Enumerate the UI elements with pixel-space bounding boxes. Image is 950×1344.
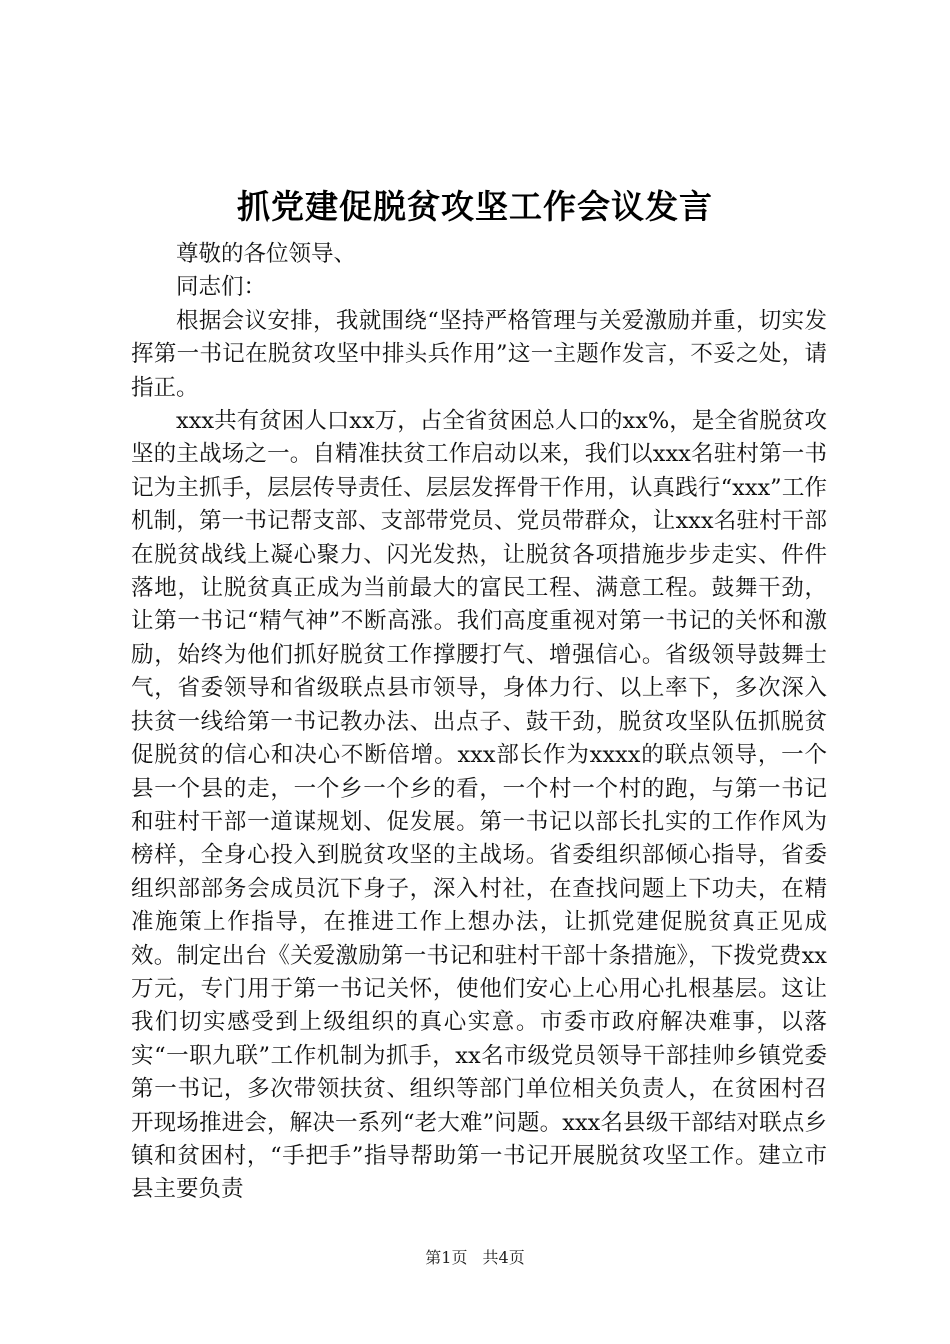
page-footer xyxy=(0,1246,950,1270)
document-title: 抓党建促脱贫攻坚工作会议发言 xyxy=(237,187,713,226)
page-number: 第1页 xyxy=(425,1248,468,1267)
page-total: 共4页 xyxy=(482,1248,525,1267)
salutation-line: 同志们： xyxy=(176,274,267,301)
body-paragraph: 根据会议安排，我就围绕“坚持严格管理与关爱激励并重，切实发挥第一书记在脱贫攻坚中排头兵作用”这一主题作发言，不妥之处，请指正。 xyxy=(131,307,827,401)
body-paragraph: xxx共有贫困人口xx万，占全省贫困总人口的xx%，是全省脱贫攻坚的主战场之一。自精准扶贫工作启动以来，我们以xxx名驻村第一书记为主抓手，层层传导责任、层层发挥骨干作用，认真践行“xxx”工作机制，第一书记帮支部、支部带党员、党员带群众，让xxx名驻村干部在脱贫战线上凝心聚力、闪光发热，让脱贫各项措施步步走实、件件落地，让脱贫真正成为当前最大的富民工程、满意工程。鼓舞干劲，让第一书记“精气神”不断高涨。我们高度重视对第一书记的关怀和激励，始终为他们抓好脱贫工作撑腰打气、增强信心。省级领导鼓舞士气，省委领导和省级联点县市领导，身体力行、以上率下，多次深入扶贫一线给第一书记教办法、出点子、鼓干劲，脱贫攻坚队伍抓脱贫促脱贫的信心和决心不断倍增。xxx部长作为xxxx的联点领导，一个县一个县的走，一个乡一个乡的看，一个村一个村的跑，与第一书记和驻村干部一道谋规划、促发展。第一书记以部长扎实的工作作风为榜样，全身心投入到脱贫攻坚的主战场。省委组织部倾心指导，省委组织部部务会成员沉下身子，深入村社，在查找问题上下功夫，在精准施策上作指导，在推进工作上想办法，让抓党建促脱贫真正见成效。制定出台《关爱激励第一书记和驻村干部十条措施》，下拨党费xx万元，专门用于第一书记关怀，使他们安心上心用心扎根基层。这让我们切实感受到上级组织的真心实意。市委市政府解决难事，以落实“一职九联”工作机制为抓手，xx名市级党员领导干部挂帅乡镇党委第一书记，多次带领扶贫、组织等部门单位相关负责人，在贫困村召开现场推进会，解决一系列“老大难”问题。xxx名县级干部结对联点乡镇和贫困村，“手把手”指导帮助第一书记开展脱贫攻坚工作。建立市县主要负责 xyxy=(131,408,827,1203)
document-body xyxy=(131,238,827,1207)
salutation-line: 尊敬的各位领导、 xyxy=(176,241,357,267)
